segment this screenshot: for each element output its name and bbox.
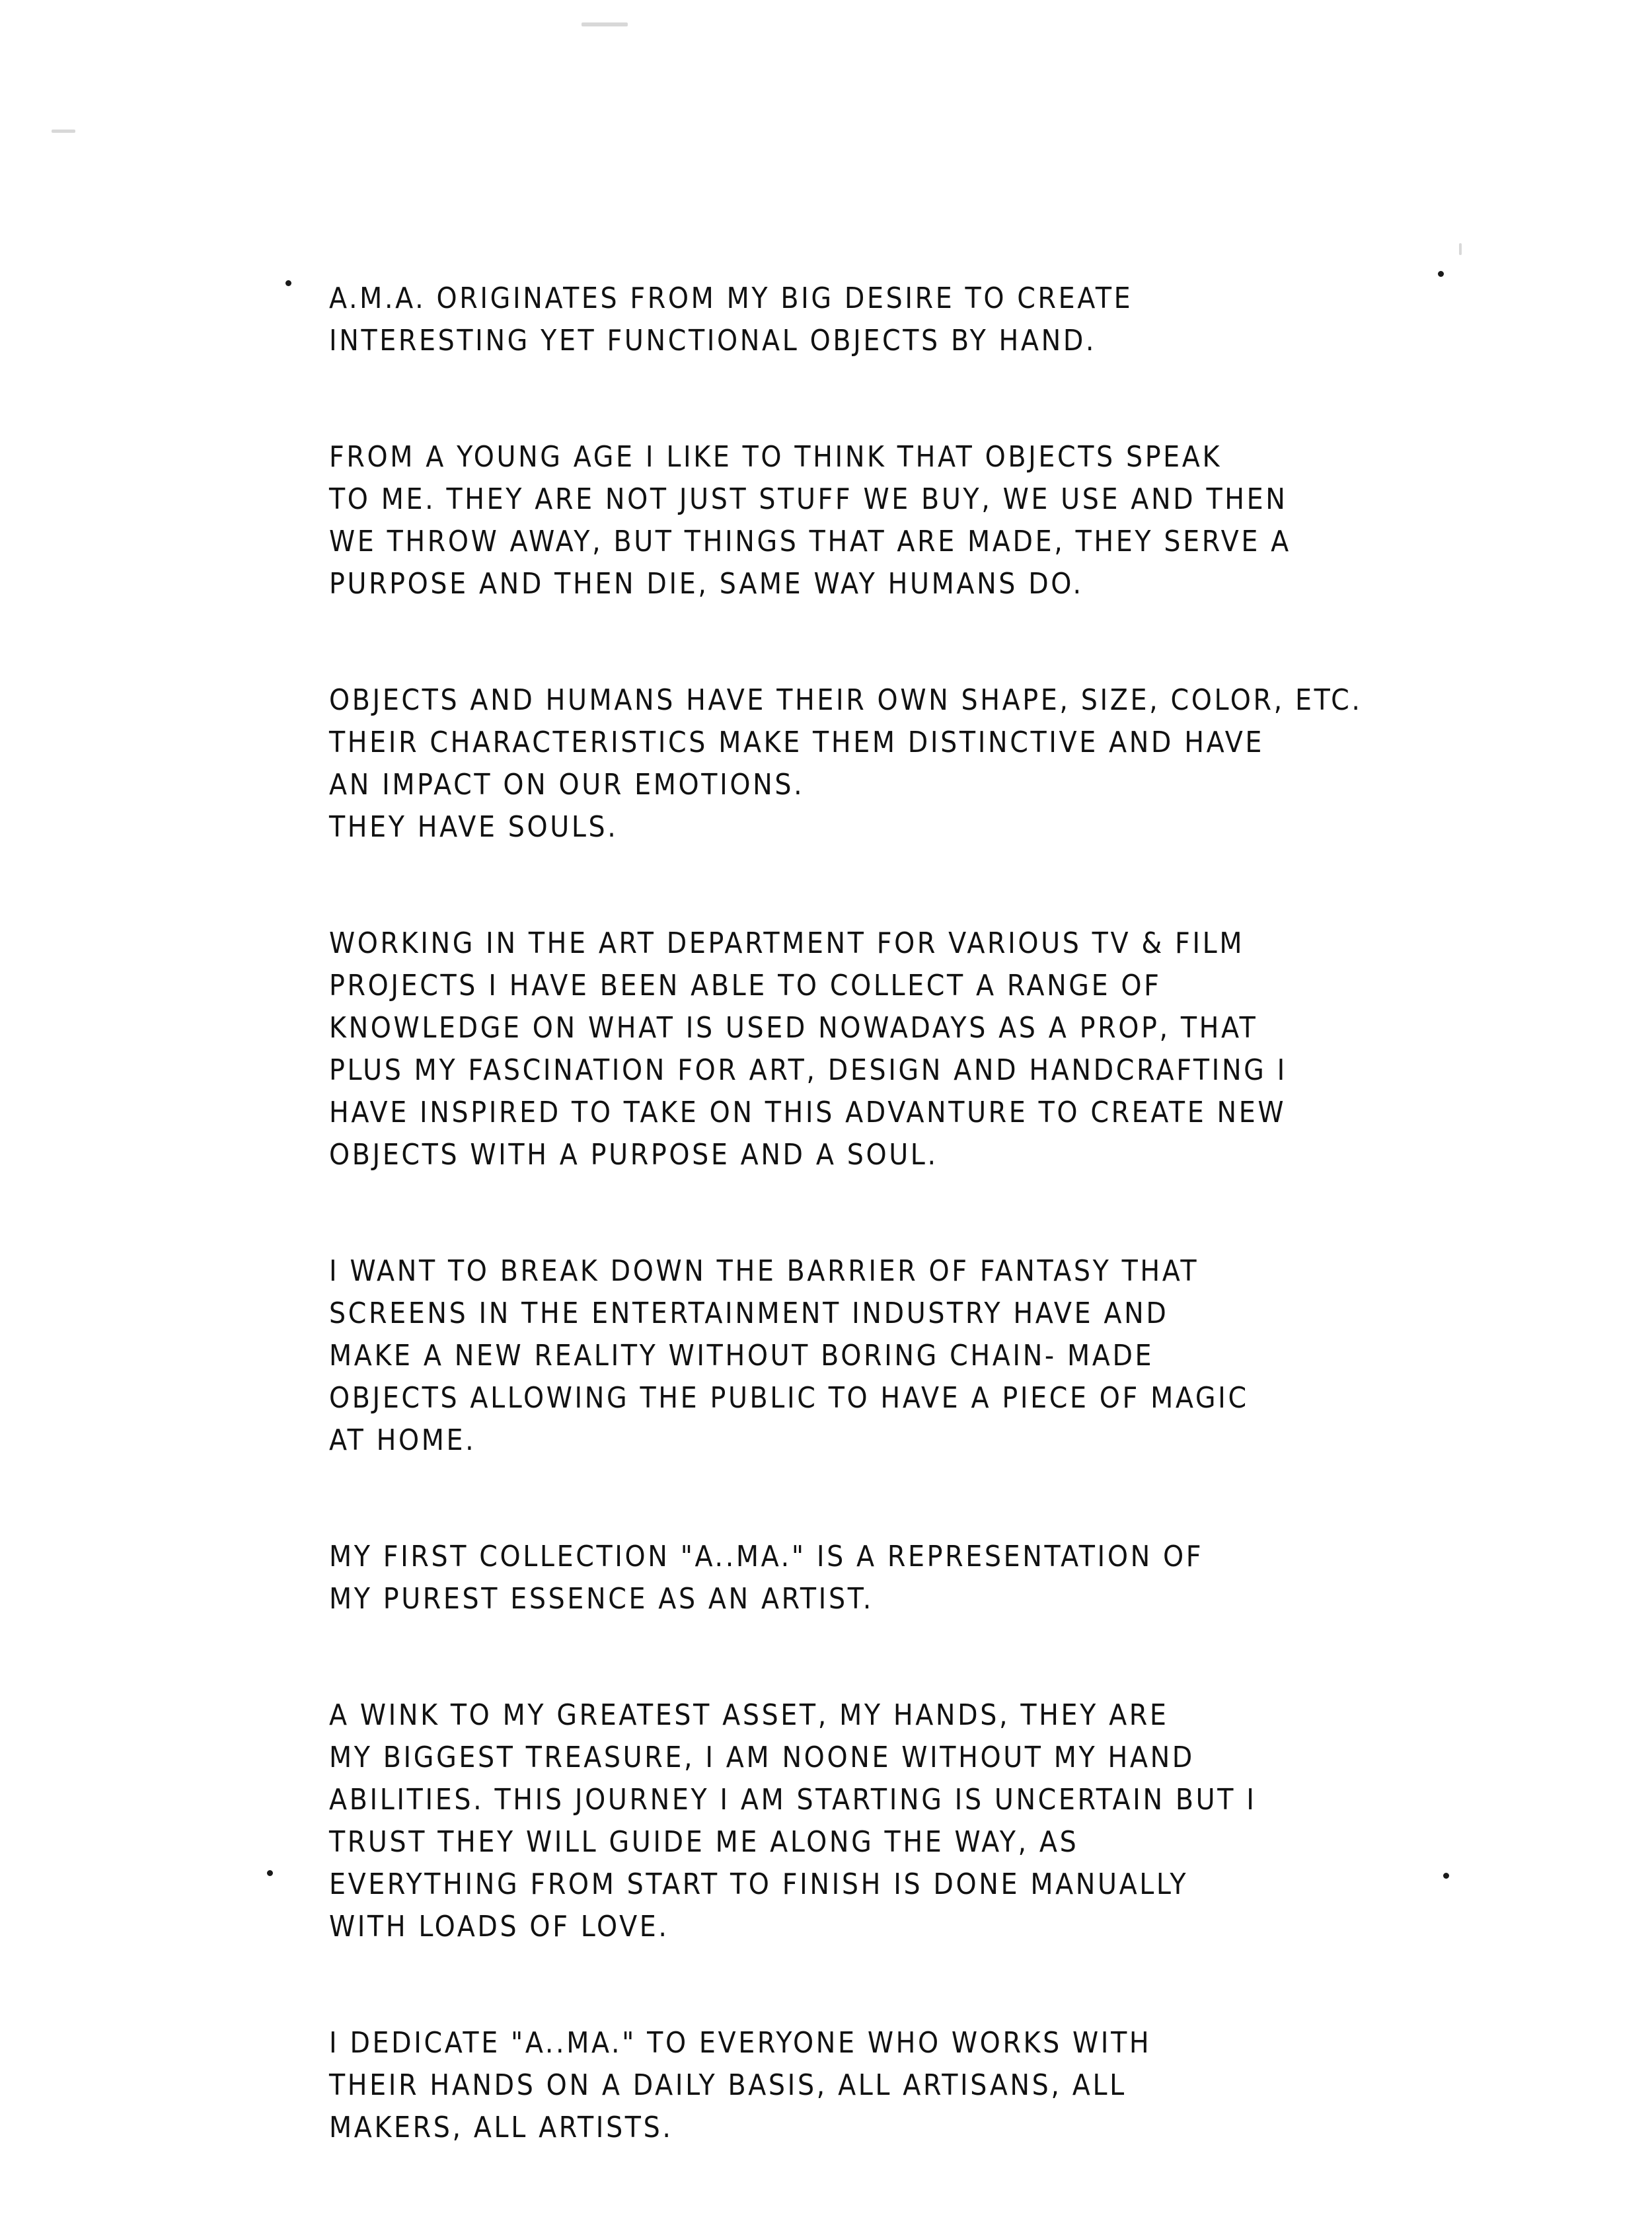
text-line: WITH LOADS OF LOVE. — [329, 1910, 669, 1943]
paragraph-hands — [329, 1694, 1466, 1948]
text-line: PURPOSE AND THEN DIE, SAME WAY HUMANS DO. — [329, 567, 1084, 601]
scan-speck — [582, 22, 628, 26]
text-line: PROJECTS I HAVE BEEN ABLE TO COLLECT A RANGE OF — [329, 969, 1162, 1002]
text-line: INTERESTING YET FUNCTIONAL OBJECTS BY HAND. — [329, 324, 1097, 358]
text-line: OBJECTS WITH A PURPOSE AND A SOUL. — [329, 1138, 938, 1172]
text-line: MAKERS, ALL ARTISTS. — [329, 2111, 673, 2144]
text-line: WE THROW AWAY, BUT THINGS THAT ARE MADE, THEY SERVE A — [329, 525, 1291, 558]
text-line: EVERYTHING FROM START TO FINISH IS DONE MANUALLY — [329, 1867, 1189, 1901]
corner-dot-top-right — [1438, 271, 1444, 277]
text-line: OBJECTS AND HUMANS HAVE THEIR OWN SHAPE, SIZE, COLOR, ETC. — [329, 683, 1363, 717]
paragraph-origin — [329, 278, 1466, 362]
text-line: OBJECTS ALLOWING THE PUBLIC TO HAVE A PIECE OF MAGIC — [329, 1381, 1249, 1415]
text-line: HAVE INSPIRED TO TAKE ON THIS ADVANTURE TO CREATE NEW — [329, 1096, 1287, 1129]
text-line: I WANT TO BREAK DOWN THE BARRIER OF FANTASY THAT — [329, 1254, 1199, 1288]
text-line: AN IMPACT ON OUR EMOTIONS. — [329, 768, 805, 802]
text-line: MY FIRST COLLECTION "A..MA." IS A REPRESENTATION OF — [329, 1540, 1204, 1573]
text-line: MY PUREST ESSENCE AS AN ARTIST. — [329, 1582, 874, 1616]
text-line: KNOWLEDGE ON WHAT IS USED NOWADAYS AS A PROP, THAT — [329, 1011, 1258, 1045]
text-line: SCREENS IN THE ENTERTAINMENT INDUSTRY HAVE AND — [329, 1297, 1169, 1330]
text-line: TO ME. THEY ARE NOT JUST STUFF WE BUY, WE USE AND THEN — [329, 482, 1288, 516]
text-line: TRUST THEY WILL GUIDE ME ALONG THE WAY, AS — [329, 1825, 1079, 1859]
corner-dot-top-left — [285, 280, 291, 286]
paragraph-art-department — [329, 923, 1466, 1176]
text-line: FROM A YOUNG AGE I LIKE TO THINK THAT OBJECTS SPEAK — [329, 440, 1222, 474]
text-line: THEY HAVE SOULS. — [329, 810, 619, 844]
paragraph-fantasy — [329, 1250, 1466, 1462]
corner-dot-bottom-left — [267, 1870, 273, 1876]
paragraph-dedication — [329, 2022, 1466, 2149]
text-line: I DEDICATE "A..MA." TO EVERYONE WHO WORKS WITH — [329, 2026, 1152, 2060]
handwritten-text — [329, 278, 1466, 2223]
text-line: AT HOME. — [329, 1423, 476, 1457]
text-line: WORKING IN THE ART DEPARTMENT FOR VARIOUS TV & FILM — [329, 926, 1245, 960]
paragraph-first-collection — [329, 1536, 1466, 1620]
text-line: ABILITIES. THIS JOURNEY I AM STARTING IS UNCERTAIN BUT I — [329, 1783, 1257, 1817]
text-line: THEIR CHARACTERISTICS MAKE THEM DISTINCTIVE AND HAVE — [329, 726, 1265, 759]
text-line: MY BIGGEST TREASURE, I AM NOONE WITHOUT MY HAND — [329, 1741, 1195, 1774]
paragraph-souls — [329, 679, 1466, 848]
text-line: A WINK TO MY GREATEST ASSET, MY HANDS, THEY ARE — [329, 1698, 1169, 1732]
text-line: A.M.A. ORIGINATES FROM MY BIG DESIRE TO CREATE — [329, 282, 1133, 315]
scan-speck — [1459, 243, 1462, 255]
scan-speck — [52, 130, 75, 133]
text-line: THEIR HANDS ON A DAILY BASIS, ALL ARTISANS, ALL — [329, 2068, 1127, 2102]
text-line: MAKE A NEW REALITY WITHOUT BORING CHAIN- MADE — [329, 1339, 1154, 1373]
paragraph-objects-speak — [329, 436, 1466, 605]
text-line: PLUS MY FASCINATION FOR ART, DESIGN AND HANDCRAFTING I — [329, 1053, 1287, 1087]
